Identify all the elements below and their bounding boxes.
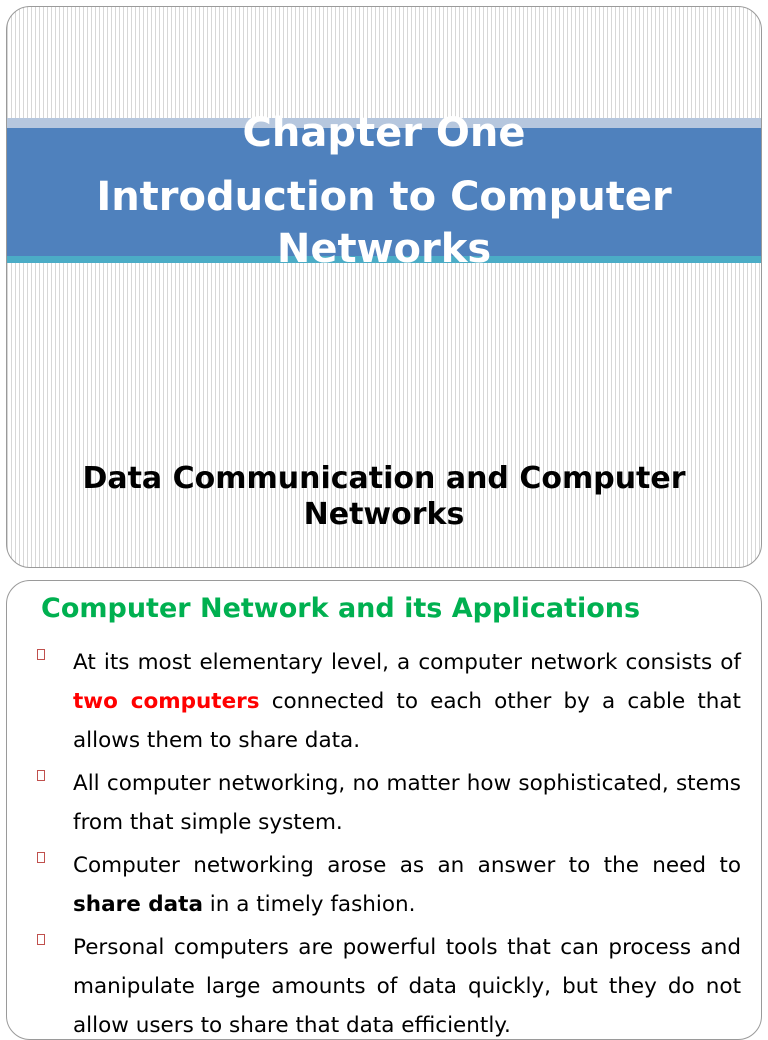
bullet-text [73, 643, 741, 760]
list-item [37, 764, 741, 842]
slide-subtitle: Data Communication and Computer Networks [82, 461, 686, 532]
slide-heading: Computer Network and its Applications [41, 593, 641, 624]
content-slide [6, 580, 762, 1040]
bullet-marker-icon [37, 852, 45, 863]
list-item [37, 928, 741, 1040]
highlight-text: two computers [73, 689, 260, 714]
list-item [37, 846, 741, 924]
title-slide [6, 6, 762, 568]
bullet-text-part: in a timely fashion. [202, 892, 416, 917]
slide-title: Introduction to Computer Networks [96, 174, 672, 272]
bullet-text-part: connected to each other by a cable that allows them to share data. [73, 689, 741, 753]
bullet-text: All computer networking, no matter how sophisticated, stems from that simple system. [73, 771, 741, 835]
bold-text: share data [73, 892, 203, 917]
bullet-text-part: Computer networking arose as an answer to the need to [73, 853, 741, 878]
bullet-text: Personal computers are powerful tools that can process and manipulate large amounts of data quickly, but they do not allow users to share that data efficiently. [73, 935, 741, 1038]
bullet-text [73, 846, 741, 924]
chapter-label: Chapter One [242, 110, 526, 156]
bullet-marker-icon [37, 934, 45, 945]
bullet-list [37, 643, 741, 1040]
bullet-marker-icon [37, 770, 45, 781]
list-item [37, 643, 741, 760]
bullet-marker-icon [37, 649, 45, 660]
bullet-text-part: At its most elementary level, a computer network consists of [73, 650, 741, 675]
